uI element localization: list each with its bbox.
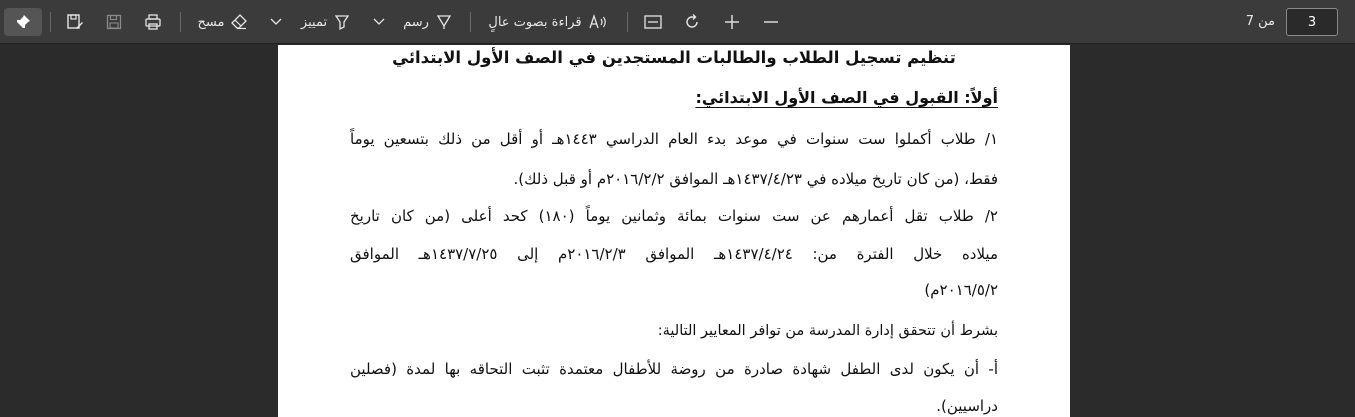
eraser-icon — [230, 13, 248, 31]
highlight-options-button[interactable] — [263, 8, 289, 36]
paragraph-line: ١/ طلاب أكملوا ست سنوات في موعد بدء العام الدراسي ١٤٤٣هـ أو أقل من ذلك بتسعين يوماً — [350, 130, 998, 148]
rotate-icon — [683, 13, 701, 31]
highlight-label: تمييز — [300, 14, 328, 30]
section-heading: أولاً: القبول في الصف الأول الابتدائي: — [695, 88, 998, 107]
document-title: تنظيم تسجيل الطلاب والطالبات المستجدين في الصف الأول الابتدائي — [392, 48, 956, 67]
pin-toolbar-button[interactable] — [4, 8, 42, 36]
print-icon — [144, 13, 162, 31]
draw-button[interactable] — [398, 8, 458, 36]
read-aloud-icon — [588, 13, 608, 31]
read-aloud-button[interactable] — [482, 8, 614, 36]
paragraph-line: أ- أن يكون لدى الطفل شهادة صادرة من روضة للأطفال معتمدة تثبت التحاقه بها لمدة (فصلين — [350, 360, 998, 378]
erase-label: مسح — [197, 14, 225, 30]
chevron-down-icon — [373, 18, 385, 26]
rotate-button[interactable] — [677, 8, 707, 36]
zoom-out-icon — [763, 14, 779, 30]
page-number-input[interactable]: 3 — [1286, 8, 1338, 36]
print-button[interactable] — [138, 8, 168, 36]
paragraph-line: فقط، (من كان تاريخ ميلاده في ١٤٣٧/٤/٢٣هـ الموافق ٢٠١٦/٢/٢م أو قبل ذلك). — [513, 170, 998, 188]
erase-button[interactable] — [190, 8, 256, 36]
save-button[interactable] — [99, 8, 129, 36]
fit-page-icon — [643, 14, 663, 30]
save-as-icon — [66, 13, 84, 31]
highlighter-icon — [333, 13, 351, 31]
save-icon — [105, 13, 123, 31]
zoom-out-button[interactable] — [756, 8, 786, 36]
paragraph-line: ٢/ طلاب تقل أعمارهم عن ست سنوات بمائة وثمانين يوماً (١٨٠) كحد أعلى (من كان تاريخ — [350, 207, 998, 225]
toolbar-separator — [180, 12, 181, 32]
page-total-label: من 7 — [1245, 14, 1275, 29]
zoom-in-icon — [724, 14, 740, 30]
toolbar-separator — [627, 12, 628, 32]
highlight-button[interactable] — [293, 8, 359, 36]
draw-options-button[interactable] — [366, 8, 392, 36]
pen-icon — [435, 13, 453, 31]
toolbar-separator — [470, 12, 471, 32]
paragraph-line: ميلاده خلال الفترة من: ١٤٣٧/٤/٢٤هـ الموافق ٢٠١٦/٢/٣م إلى ١٤٣٧/٧/٢٥هـ الموافق — [350, 245, 998, 263]
pdf-page — [278, 45, 1070, 417]
toolbar-separator — [50, 12, 51, 32]
pin-icon — [15, 14, 31, 30]
paragraph-line: ٢٠١٦/٥/٢م) — [924, 281, 998, 299]
save-as-button[interactable] — [60, 8, 90, 36]
fit-page-button[interactable] — [638, 8, 668, 36]
paragraph-line: دراسيين). — [936, 397, 998, 415]
paragraph-line: بشرط أن تتحقق إدارة المدرسة من توافر المعايير التالية: — [657, 323, 998, 339]
pdf-toolbar — [0, 0, 1355, 44]
draw-label: رسم — [403, 14, 429, 30]
chevron-down-icon — [270, 18, 282, 26]
zoom-in-button[interactable] — [717, 8, 747, 36]
read-aloud-label: قراءة بصوت عالٍ — [488, 14, 582, 30]
